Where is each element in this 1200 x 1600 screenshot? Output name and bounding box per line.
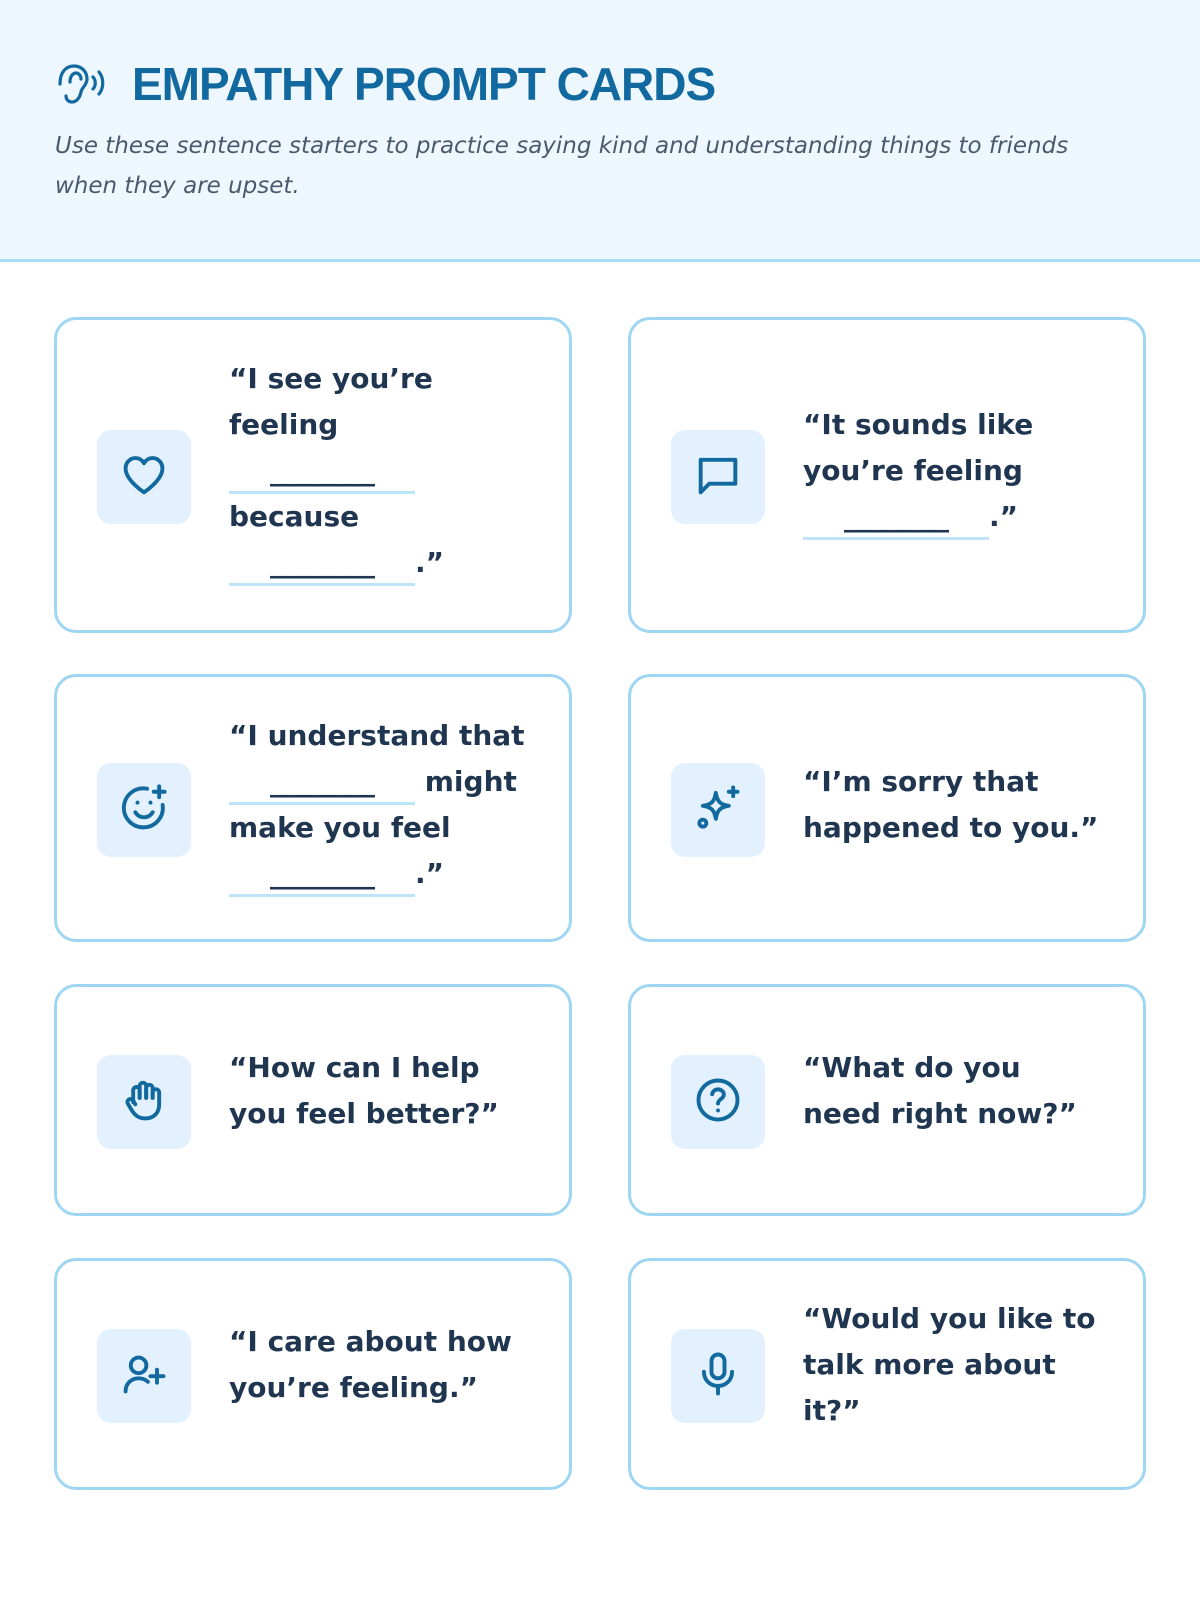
prompt-card	[54, 317, 572, 633]
card-icon-tile	[671, 430, 765, 524]
prompt-card	[628, 674, 1146, 942]
prompt-card	[54, 1258, 572, 1490]
title-row	[54, 58, 715, 110]
card-icon-tile	[671, 1055, 765, 1149]
card-prompt-text	[229, 713, 539, 897]
speech-bubble-icon	[692, 449, 744, 505]
prompt-card	[628, 984, 1146, 1216]
heart-icon	[118, 449, 170, 505]
page-subtitle: Use these sentence starters to practice saying kind and understanding things to friends when they are upset.	[55, 133, 1069, 199]
raised-hand-icon	[118, 1074, 170, 1130]
card-prompt-text	[229, 356, 529, 586]
card-prompt-text: “How can I help you feel better?”	[229, 1051, 499, 1130]
card-icon-tile	[97, 430, 191, 524]
fill-in-blank: ________	[803, 497, 989, 540]
card-icon-tile	[97, 763, 191, 857]
card-prompt-text: “I care about how you’re feeling.”	[229, 1325, 512, 1404]
listening-ear-icon	[54, 58, 106, 110]
fill-in-blank: ________	[229, 543, 415, 586]
prompt-segment: “I understand that	[229, 719, 525, 752]
card-prompt-text: “I’m sorry that happened to you.”	[803, 765, 1099, 844]
prompt-segment: “It sounds like you’re feeling	[803, 408, 1034, 487]
question-circle-icon	[692, 1074, 744, 1130]
prompt-segment: .”	[415, 546, 445, 579]
smile-plus-icon	[118, 782, 170, 838]
prompt-segment: because	[229, 500, 360, 533]
prompt-segment: .”	[415, 857, 445, 890]
user-plus-icon	[118, 1348, 170, 1404]
card-icon-tile	[97, 1329, 191, 1423]
header	[0, 0, 1200, 262]
card-prompt-text: “Would you like to talk more about it?”	[803, 1302, 1096, 1427]
prompt-segment: “I see you’re feeling	[229, 362, 433, 441]
card-icon-tile	[671, 1329, 765, 1423]
sparkle-icon	[692, 782, 744, 838]
card-prompt-text	[803, 402, 1103, 540]
page-title: EMPATHY PROMPT CARDS	[132, 58, 716, 110]
prompt-segment: .”	[989, 500, 1019, 533]
fill-in-blank: ________	[229, 762, 415, 805]
prompt-segment: might make you feel	[229, 765, 517, 844]
card-prompt-text: “What do you need right now?”	[803, 1051, 1077, 1130]
prompt-card	[628, 1258, 1146, 1490]
prompt-card	[628, 317, 1146, 633]
card-icon-tile	[97, 1055, 191, 1149]
fill-in-blank: ________	[229, 854, 415, 897]
card-icon-tile	[671, 763, 765, 857]
microphone-icon	[692, 1348, 744, 1404]
prompt-card	[54, 674, 572, 942]
prompt-card	[54, 984, 572, 1216]
fill-in-blank: ________	[229, 451, 415, 494]
